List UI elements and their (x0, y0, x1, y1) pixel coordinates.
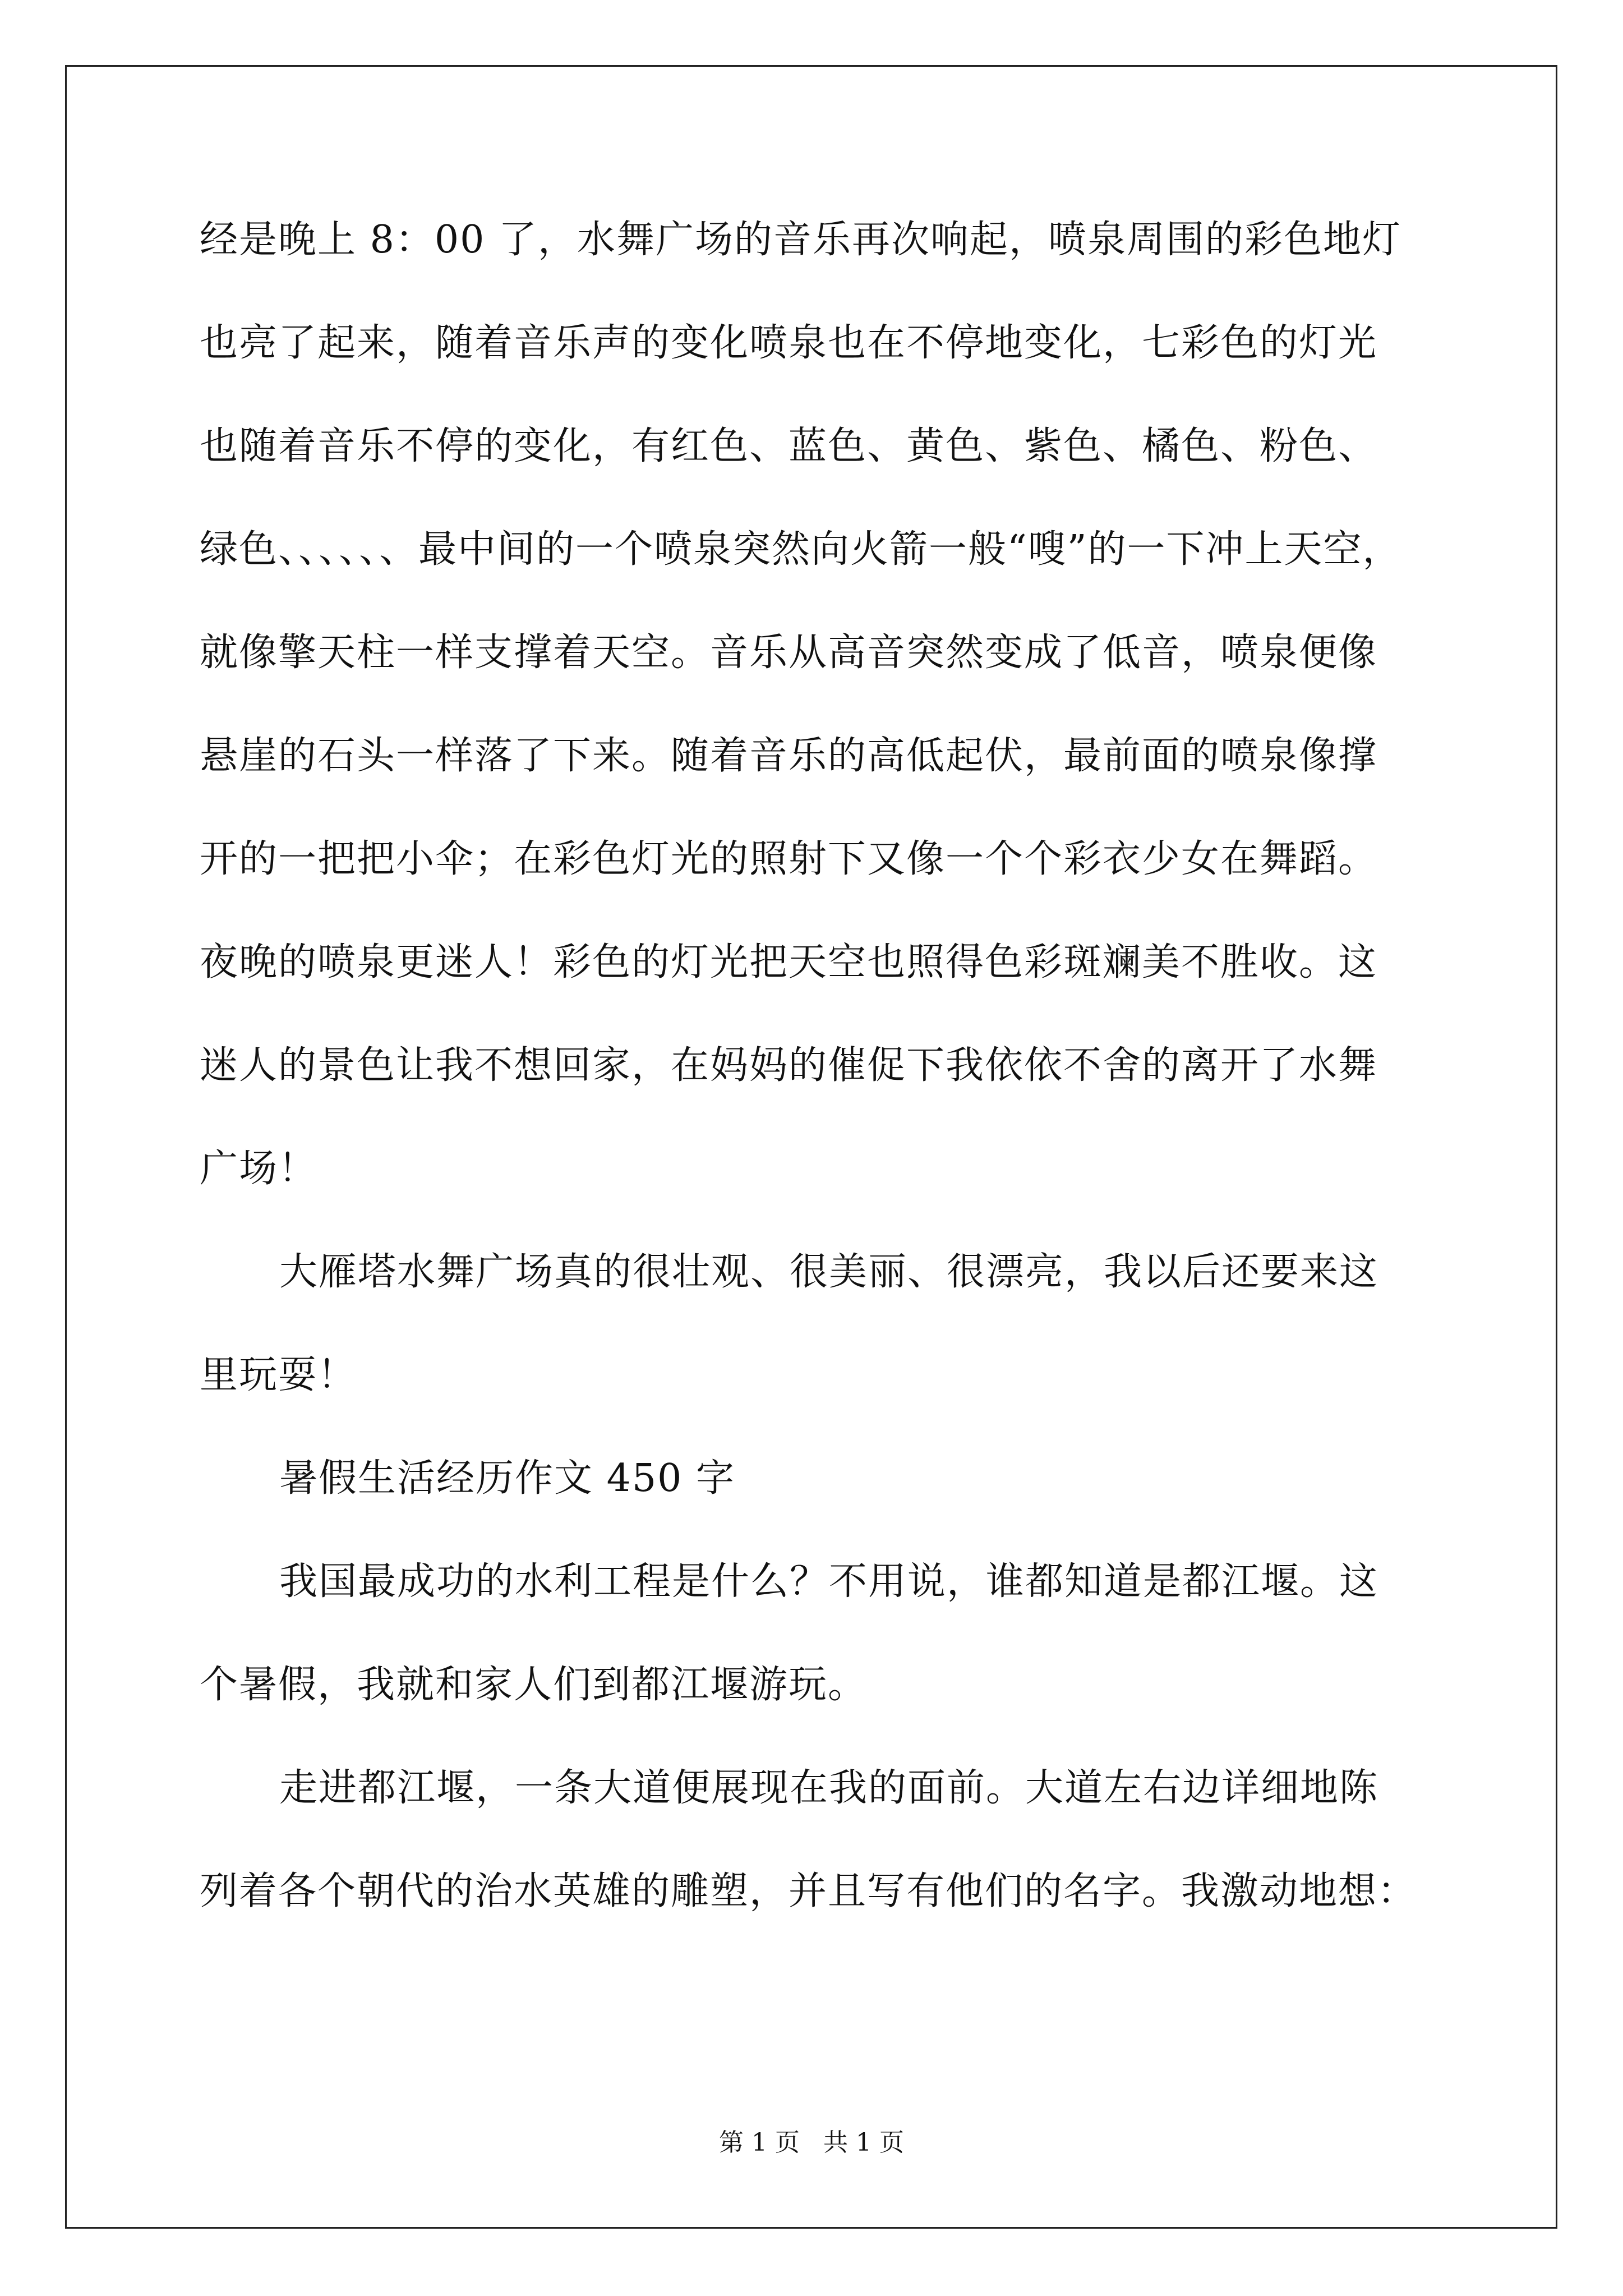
text-line: 列着各个朝代的治水英雄的雕塑，并且写有他们的名字。我激动地想： (200, 1869, 1417, 1913)
paragraph-first-line: 我国最成功的水利工程是什么？不用说，谁都知道是都江堰。这 (279, 1559, 1379, 1604)
text-line: 也随着音乐不停的变化，有红色、蓝色、黄色、紫色、橘色、粉色、 (200, 424, 1378, 468)
text-line: 也亮了起来，随着音乐声的变化喷泉也在不停地变化，七彩色的灯光 (200, 321, 1378, 365)
text-line: 夜晚的喷泉更迷人！彩色的灯光把天空也照得色彩斑斓美不胜收。这 (200, 940, 1378, 984)
section-heading: 暑假生活经历作文 450 字 (279, 1456, 736, 1501)
paragraph-first-line: 大雁塔水舞广场真的很壮观、很美丽、很漂亮，我以后还要来这 (279, 1250, 1379, 1294)
text-line: 个暑假，我就和家人们到都江堰游玩。 (200, 1663, 868, 1707)
paragraph-first-line: 走进都江堰，一条大道便展现在我的面前。大道左右边详细地陈 (279, 1766, 1379, 1810)
text-line: 开的一把把小伞；在彩色灯光的照射下又像一个个彩衣少女在舞蹈。 (200, 837, 1378, 881)
text-line: 就像擎天柱一样支撑着天空。音乐从高音突然变成了低音，喷泉便像 (200, 631, 1378, 675)
document-body (200, 213, 1442, 1968)
text-line: 广场！ (200, 1147, 318, 1191)
text-line: 迷人的景色让我不想回家，在妈妈的催促下我依依不舍的离开了水舞 (200, 1043, 1378, 1088)
text-line: 里玩耍！ (200, 1353, 357, 1397)
text-line: 经是晚上 8：00 了，水舞广场的音乐再次响起，喷泉周围的彩色地灯 (200, 218, 1402, 262)
text-line: 绿色、、、、、、最中间的一个喷泉突然向火箭一般“嗖”的一下冲上天空， (200, 527, 1402, 572)
text-line: 悬崖的石头一样落了下来。随着音乐的高低起伏，最前面的喷泉像撑 (200, 734, 1378, 778)
page-number-footer: 第 1 页 共 1 页 (719, 2128, 904, 2157)
